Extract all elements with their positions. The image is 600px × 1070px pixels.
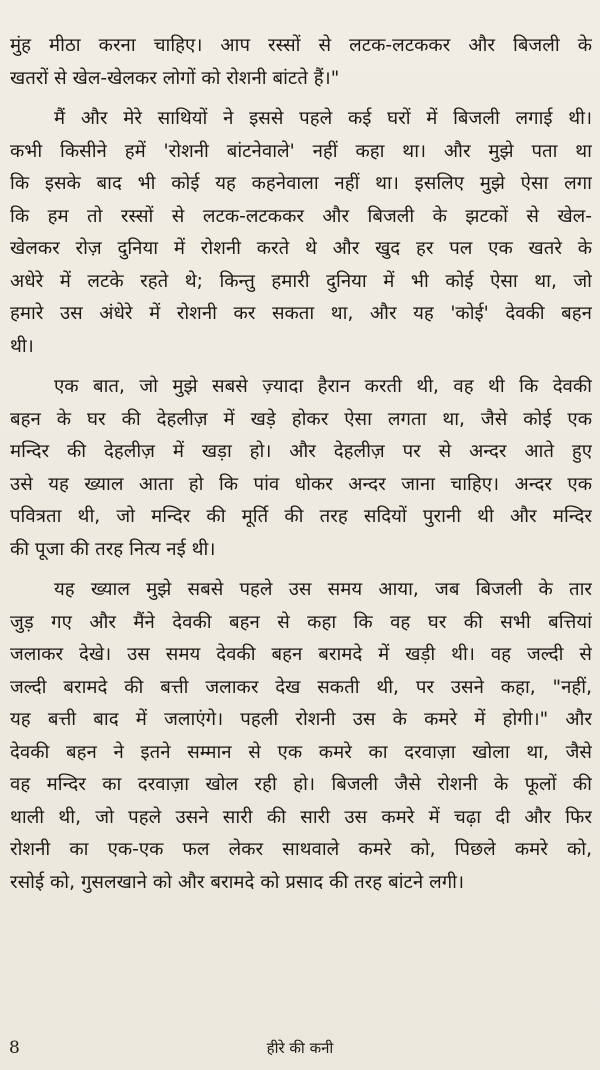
paragraph-2 (10, 103, 592, 363)
text-line: की पूजा की तरह नित्य नई थी। (10, 538, 216, 560)
text-line: खतरों से खेल-खेलकर लोगों को रोशनी बांटते हैं।" (10, 67, 340, 89)
text-line: देवकी बहन ने इतने सम्मान से एक कमरे का दरवाज़ा खोला था, जैसे (10, 741, 592, 763)
body-text (10, 30, 592, 907)
text-line: रोशनी का एक-एक फल लेकर साथवाले कमरे को, पिछले कमरे को, (10, 839, 592, 860)
text-line: खेलकर रोज़ दुनिया में रोशनी करते थे और खुद हर पल एक खतरे के (10, 238, 592, 259)
text-line: जल्दी बरामदे की बत्ती जलाकर देख सकती थी, पर उसने कहा, "नहीं, (10, 676, 592, 698)
text-line: कभी किसीने हमें 'रोशनी बांटनेवाले' नहीं कहा था। और मुझे पता था (10, 140, 592, 162)
text-line: बहन के घर की देहलीज़ में खड़े होकर ऐसा लगता था, जैसे कोई एक (10, 408, 592, 430)
paragraph-1 (10, 30, 592, 95)
text-line: थी। (10, 335, 34, 357)
text-line: अधेरे में लटके रहते थे; किन्तु हमारी दुनिया में भी कोई ऐसा था, जो (10, 270, 592, 292)
text-line: रसोई को, गुसलखाने को और बरामदे को प्रसाद की तरह बांटने लगी। (10, 871, 465, 893)
text-line: थाली थी, जो पहले उसने सारी की सारी उस कमरे में चढ़ा दी और फिर (10, 806, 592, 828)
text-line: यह बत्ती बाद में जलाएंगे। पहली रोशनी उस के कमरे में होगी।" और (10, 709, 592, 730)
paragraph-4 (10, 574, 592, 899)
text-line: वह मन्दिर का दरवाज़ा खोल रही हो। बिजली जैसे रोशनी के फूलों की (10, 774, 592, 795)
running-title: हीरे की कनी (266, 1039, 334, 1057)
paragraph-3 (10, 371, 592, 566)
text-line: पवित्रता थी, जो मन्दिर की मूर्ति की तरह सदियों पुरानी थी और मन्दिर (10, 506, 592, 527)
text-line: कि इसके बाद भी कोई यह कहनेवाला नहीं था। इसलिए मुझे ऐसा लगा (10, 173, 592, 194)
text-line: मैं और मेरे साथियों ने इससे पहले कई घरों में बिजली लगाई थी। (54, 108, 592, 129)
text-line: कि हम तो रस्सों से लटक-लटककर और बिजली के झटकों से खेल- (10, 205, 592, 227)
text-line: एक बात, जो मुझे सबसे ज़्यादा हैरान करती थी, वह थी कि देवकी (54, 376, 592, 397)
text-line: उसे यह ख्याल आता हो कि पांव धोकर अन्दर जाना चाहिए। अन्दर एक (10, 473, 592, 495)
page-number: 8 (9, 1038, 20, 1058)
text-line: हमारे उस अंधेरे में रोशनी कर सकता था, और यह 'कोई' देवकी बहन (10, 303, 592, 324)
text-line: जुड़ गए और मैंने देवकी बहन से कहा कि वह घर की सभी बत्तियां (10, 611, 592, 633)
text-line: जलाकर देखे। उस समय देवकी बहन बरामदे में खड़ी थी। वह जल्दी से (10, 644, 592, 665)
text-line: मन्दिर की देहलीज़ में खड़ा हो। और देहलीज़ पर से अन्दर आते हुए (10, 441, 592, 462)
page-footer (0, 1038, 600, 1062)
text-line: यह ख्याल मुझे सबसे पहले उस समय आया, जब बिजली के तार (54, 579, 592, 600)
text-line: मुंह मीठा करना चाहिए। आप रस्सों से लटक-लटककर और बिजली के (10, 35, 592, 56)
